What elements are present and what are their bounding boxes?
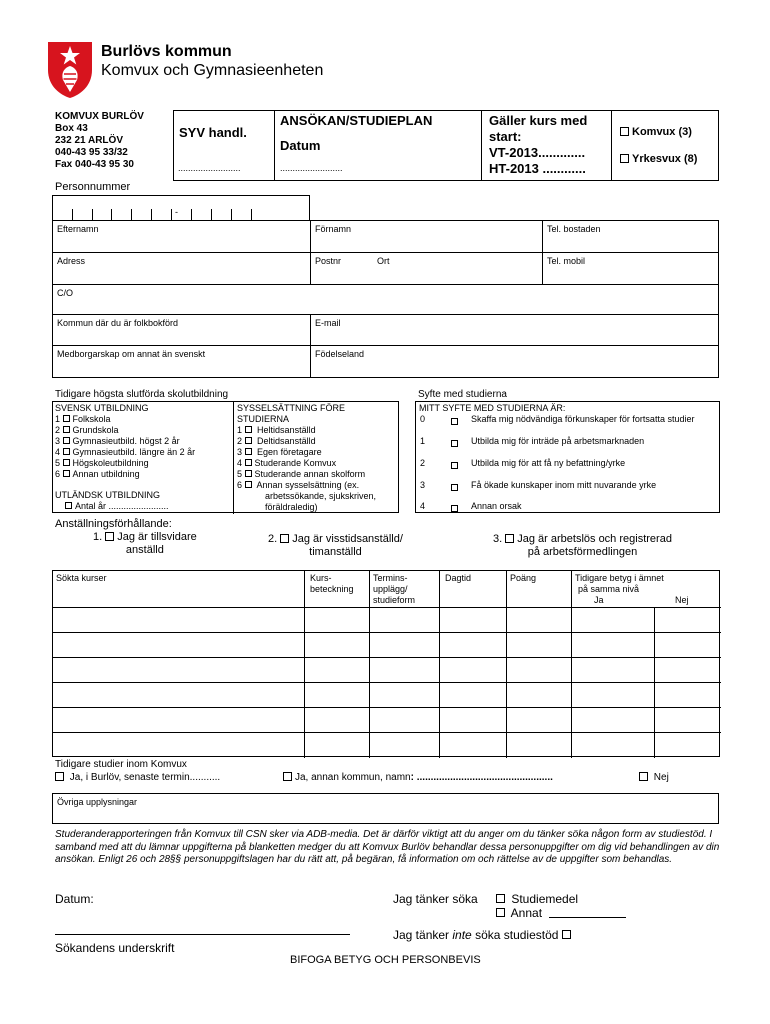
option-label-2: anställd bbox=[125, 544, 164, 556]
purpose-item[interactable] bbox=[420, 414, 695, 424]
course-start-ht: HT-2013 ............ bbox=[489, 161, 586, 176]
col-kurs-2: beteckning bbox=[310, 584, 354, 594]
syv-title: SYV handl. bbox=[179, 125, 247, 140]
employment-status-title: Anställningsförhållande: bbox=[55, 518, 172, 530]
footer-datum: Datum: bbox=[55, 892, 94, 906]
swedish-edu-title: SVENSK UTBILDNING bbox=[55, 403, 149, 413]
purpose-item[interactable] bbox=[420, 458, 626, 468]
prev-other-option[interactable] bbox=[283, 772, 553, 783]
employment-list bbox=[237, 403, 376, 513]
option-label: Annat bbox=[510, 906, 543, 920]
postnr-label: Postnr bbox=[315, 256, 342, 266]
komvux-label: Komvux (3) bbox=[632, 126, 692, 138]
checkbox[interactable] bbox=[639, 772, 648, 781]
item-num: 4 bbox=[55, 447, 61, 457]
unit-name: Komvux och Gymnasieenheten bbox=[101, 62, 324, 79]
school-type-box bbox=[611, 110, 719, 181]
foreign-years-label: Antal år ........................ bbox=[75, 501, 169, 511]
checkbox[interactable] bbox=[105, 532, 114, 541]
checkbox[interactable] bbox=[245, 437, 252, 444]
application-date-label: Datum bbox=[280, 138, 321, 153]
item-num: 2 bbox=[237, 436, 243, 446]
checkbox[interactable] bbox=[245, 459, 252, 466]
col-kurs-1: Kurs- bbox=[310, 573, 332, 583]
komvux-checkbox[interactable] bbox=[620, 127, 629, 136]
personnummer-label: Personnummer bbox=[55, 181, 131, 193]
course-start-box[interactable] bbox=[481, 110, 612, 181]
fodelseland-label: Födelseland bbox=[315, 349, 365, 359]
signature-label: Sökandens underskrift bbox=[55, 941, 175, 955]
employment-option-2[interactable] bbox=[268, 533, 403, 559]
swedish-edu-item[interactable] bbox=[55, 425, 195, 436]
employment-item[interactable] bbox=[237, 469, 376, 480]
tel-mobil-label: Tel. mobil bbox=[547, 256, 586, 266]
option-label: Jag är arbetslös och registrerad bbox=[517, 533, 672, 545]
col-kursbeteckning bbox=[310, 573, 354, 595]
application-title: ANSÖKAN/STUDIEPLAN bbox=[280, 113, 433, 128]
purpose-item[interactable] bbox=[420, 480, 657, 490]
personnummer-dash: - bbox=[175, 207, 178, 217]
contact-phone: 040-43 95 33/32 bbox=[55, 147, 128, 158]
item-label: Skaffa mig nödvändiga förkunskaper för fortsatta studier bbox=[471, 414, 695, 424]
employment-extra-2: föräldraledig) bbox=[265, 502, 318, 512]
item-num: 3 bbox=[237, 447, 243, 457]
item-label: Heltidsanställd bbox=[257, 425, 316, 435]
option-num: 2. bbox=[268, 533, 278, 545]
checkbox[interactable] bbox=[451, 484, 458, 491]
item-label: Få ökade kunskaper inom mitt nuvarande yrke bbox=[471, 480, 657, 490]
application-date-dots: ......................... bbox=[280, 163, 343, 173]
ort-label: Ort bbox=[377, 256, 390, 266]
application-box[interactable] bbox=[274, 110, 482, 181]
item-num: 5 bbox=[55, 458, 61, 468]
checkbox[interactable] bbox=[63, 437, 70, 444]
checkbox[interactable] bbox=[451, 440, 458, 447]
item-num: 5 bbox=[237, 469, 243, 479]
employment-item[interactable] bbox=[237, 458, 376, 469]
col-ja: Ja bbox=[594, 595, 604, 605]
efternamn-field[interactable] bbox=[52, 220, 311, 253]
employment-option-3[interactable] bbox=[493, 533, 672, 559]
checkbox[interactable] bbox=[280, 534, 289, 543]
foreign-checkbox[interactable] bbox=[65, 502, 72, 509]
yrkesvux-label: Yrkesvux (8) bbox=[632, 153, 698, 165]
item-num: 1 bbox=[55, 414, 61, 424]
medborgarskap-field[interactable] bbox=[52, 345, 311, 378]
course-start-vt: VT-2013............. bbox=[489, 145, 586, 160]
employment-item[interactable] bbox=[237, 447, 376, 458]
item-label: Gymnasieutbild. högst 2 år bbox=[72, 436, 180, 446]
item-num: 3 bbox=[420, 480, 426, 490]
employment-item[interactable] bbox=[237, 480, 376, 491]
adress-field[interactable] bbox=[52, 252, 311, 285]
yrkesvux-checkbox[interactable] bbox=[620, 154, 629, 163]
col-sokta-kurser: Sökta kurser bbox=[56, 573, 107, 583]
medborgarskap-label: Medborgarskap om annat än svenskt bbox=[57, 349, 206, 359]
studiemedel-option[interactable] bbox=[496, 892, 578, 906]
col-betyg-1: Tidigare betyg i ämnet bbox=[575, 573, 664, 583]
item-label: Utbilda mig för inträde på arbetsmarknaden bbox=[471, 436, 645, 446]
checkbox[interactable] bbox=[283, 772, 292, 781]
item-label: Annan sysselsättning (ex. bbox=[256, 480, 360, 490]
option-dots: : ................................................. bbox=[410, 772, 553, 783]
municipality-logo bbox=[46, 40, 94, 100]
checkbox[interactable] bbox=[496, 908, 505, 917]
kommun-field[interactable] bbox=[52, 314, 311, 346]
item-num: 2 bbox=[55, 425, 61, 435]
no-support-text-2: inte bbox=[452, 928, 472, 942]
purpose-title: Syfte med studierna bbox=[418, 389, 507, 400]
contact-box: Box 43 bbox=[55, 123, 88, 134]
item-num: 2 bbox=[420, 458, 426, 468]
swedish-edu-item[interactable] bbox=[55, 447, 195, 458]
checkbox[interactable] bbox=[55, 772, 64, 781]
purpose-subtitle: MITT SYFTE MED STUDIERNA ÄR: bbox=[419, 403, 566, 413]
employment-item[interactable] bbox=[237, 425, 376, 436]
option-label: Jag är visstidsanställd/ bbox=[292, 533, 403, 545]
postnr-ort-field[interactable] bbox=[310, 252, 543, 285]
checkbox[interactable] bbox=[63, 470, 70, 477]
item-num: 1 bbox=[237, 425, 243, 435]
fodelseland-field[interactable] bbox=[310, 345, 719, 378]
personnummer-field[interactable] bbox=[52, 195, 310, 220]
swedish-edu-item[interactable] bbox=[55, 414, 195, 425]
adress-label: Adress bbox=[57, 256, 86, 266]
foreign-edu-years[interactable] bbox=[65, 501, 169, 511]
item-label: Grundskola bbox=[72, 425, 119, 435]
item-num: 6 bbox=[237, 480, 243, 490]
tel-bostaden-field[interactable] bbox=[542, 220, 719, 253]
item-label: Gymnasieutbild. längre än 2 år bbox=[72, 447, 196, 457]
contact-block bbox=[55, 111, 144, 171]
checkbox[interactable] bbox=[451, 505, 458, 512]
col-termin-3: studieform bbox=[373, 595, 416, 605]
col-termin-1: Termins- bbox=[373, 573, 408, 583]
privacy-notice: Studeranderapporteringen från Komvux till CSN sker via ADB-media. Det är därför viktigt att du anger om du tänker söka någon form av studiestöd. I samband med att du lämnar uppgifterna på blanketten medger du att Komvux Burlöv behandlar dessa personuppgifter om dig vid behandlingen av din ansökan. Enligt 26 och 28§§ personuppgiftslagen har du rätt att, på begäran, få information om och rättelse av de uppgifter som behandlas. bbox=[55, 829, 720, 865]
contact-fax: Fax 040-43 95 30 bbox=[55, 159, 134, 170]
item-label: Annan orsak bbox=[471, 501, 522, 511]
swedish-edu-item[interactable] bbox=[55, 469, 195, 480]
annat-option[interactable] bbox=[496, 906, 542, 920]
option-komvux[interactable] bbox=[620, 126, 692, 138]
employment-title-2: STUDIERNA bbox=[237, 414, 290, 424]
col-nej: Nej bbox=[675, 595, 689, 605]
checkbox[interactable] bbox=[63, 459, 70, 466]
fornamn-label: Förnamn bbox=[315, 224, 352, 234]
item-label: Studerande Komvux bbox=[254, 458, 337, 468]
attach-note: BIFOGA BETYG OCH PERSONBEVIS bbox=[290, 954, 481, 966]
item-num: 4 bbox=[420, 501, 426, 511]
prev-nej-option[interactable] bbox=[639, 772, 669, 783]
employment-item[interactable] bbox=[237, 436, 376, 447]
option-label: Jag är tillsvidare bbox=[117, 531, 197, 543]
checkbox[interactable] bbox=[63, 415, 70, 422]
col-betyg bbox=[575, 573, 664, 595]
item-num: 0 bbox=[420, 414, 426, 424]
checkbox[interactable] bbox=[245, 448, 252, 455]
item-label: Studerande annan skolform bbox=[254, 469, 366, 479]
item-num: 4 bbox=[237, 458, 243, 468]
item-label: Deltidsanställd bbox=[257, 436, 316, 446]
kommun-label: Kommun där du är folkbokförd bbox=[57, 318, 179, 328]
purpose-item[interactable] bbox=[420, 436, 645, 446]
checkbox[interactable] bbox=[505, 534, 514, 543]
col-poang: Poäng bbox=[510, 573, 537, 583]
swedish-edu-list bbox=[55, 414, 195, 480]
fornamn-field[interactable] bbox=[310, 220, 543, 253]
option-label: Ja, i Burlöv, senaste termin........... bbox=[69, 772, 221, 783]
education-title: Tidigare högsta slutförda skolutbildning bbox=[55, 389, 229, 400]
course-start-title-2: start: bbox=[489, 129, 522, 144]
co-label: C/O bbox=[57, 288, 74, 298]
signature-line[interactable] bbox=[55, 934, 350, 935]
tel-bostaden-label: Tel. bostaden bbox=[547, 224, 601, 234]
checkbox[interactable] bbox=[451, 462, 458, 469]
item-label: Utbilda mig för att få ny befattning/yrke bbox=[471, 458, 626, 468]
checkbox[interactable] bbox=[245, 481, 252, 488]
item-num: 3 bbox=[55, 436, 61, 446]
option-label: Nej bbox=[653, 772, 669, 783]
item-num: 6 bbox=[55, 469, 61, 479]
prev-burlov-option[interactable] bbox=[55, 772, 220, 783]
footer-jag-soka: Jag tänker söka bbox=[393, 892, 478, 906]
email-label: E-mail bbox=[315, 318, 341, 328]
item-num: 1 bbox=[420, 436, 426, 446]
option-label-2: timanställd bbox=[309, 546, 362, 558]
checkbox[interactable] bbox=[562, 930, 571, 939]
option-yrkesvux[interactable] bbox=[620, 153, 697, 165]
employment-title-1: SYSSELSÄTTNING FÖRE bbox=[237, 403, 346, 413]
previous-studies-title: Tidigare studier inom Komvux bbox=[55, 759, 187, 770]
swedish-edu-item[interactable] bbox=[55, 458, 195, 469]
col-termin bbox=[373, 573, 415, 606]
org-name: Burlövs kommun bbox=[101, 43, 232, 60]
foreign-edu-title: UTLÄNDSK UTBILDNING bbox=[55, 490, 161, 500]
efternamn-label: Efternamn bbox=[57, 224, 99, 234]
option-label: Studiemedel bbox=[511, 892, 579, 906]
email-field[interactable] bbox=[310, 314, 719, 346]
item-label: Folkskola bbox=[72, 414, 111, 424]
other-info-label: Övriga upplysningar bbox=[57, 797, 138, 807]
option-num: 3. bbox=[493, 533, 503, 545]
course-start-text bbox=[489, 113, 587, 177]
contact-name: KOMVUX BURLÖV bbox=[55, 111, 144, 122]
option-label-2: på arbetsförmedlingen bbox=[527, 546, 638, 558]
syv-dots: ......................... bbox=[178, 163, 241, 173]
other-info-field[interactable] bbox=[52, 793, 719, 824]
no-support-text-3: söka studiestöd bbox=[471, 928, 559, 942]
option-label: Ja, annan kommun, namn bbox=[295, 772, 411, 783]
col-dagtid: Dagtid bbox=[445, 573, 472, 583]
employment-option-1[interactable] bbox=[93, 531, 197, 557]
item-label: Annan utbildning bbox=[72, 469, 140, 479]
col-termin-2: upplägg/ bbox=[373, 584, 408, 594]
checkbox[interactable] bbox=[451, 418, 458, 425]
no-support-option[interactable] bbox=[393, 928, 574, 942]
col-betyg-2: på samma nivå bbox=[578, 584, 640, 594]
purpose-item[interactable] bbox=[420, 501, 522, 511]
syv-box[interactable] bbox=[173, 110, 275, 181]
checkbox[interactable] bbox=[496, 894, 505, 903]
contact-postal: 232 21 ARLÖV bbox=[55, 135, 123, 146]
checkbox[interactable] bbox=[245, 426, 252, 433]
employment-extra-1: arbetssökande, sjukskriven, bbox=[265, 491, 377, 501]
checkbox[interactable] bbox=[245, 470, 252, 477]
course-start-title-1: Gäller kurs med bbox=[489, 113, 588, 128]
item-label: Högskoleutbildning bbox=[72, 458, 149, 468]
co-field[interactable] bbox=[52, 284, 719, 315]
no-support-text-1: Jag tänker bbox=[393, 928, 453, 942]
checkbox[interactable] bbox=[63, 448, 70, 455]
tel-mobil-field[interactable] bbox=[542, 252, 719, 285]
option-num: 1. bbox=[93, 531, 103, 543]
checkbox[interactable] bbox=[63, 426, 70, 433]
swedish-edu-item[interactable] bbox=[55, 436, 195, 447]
item-label: Egen företagare bbox=[257, 447, 322, 457]
